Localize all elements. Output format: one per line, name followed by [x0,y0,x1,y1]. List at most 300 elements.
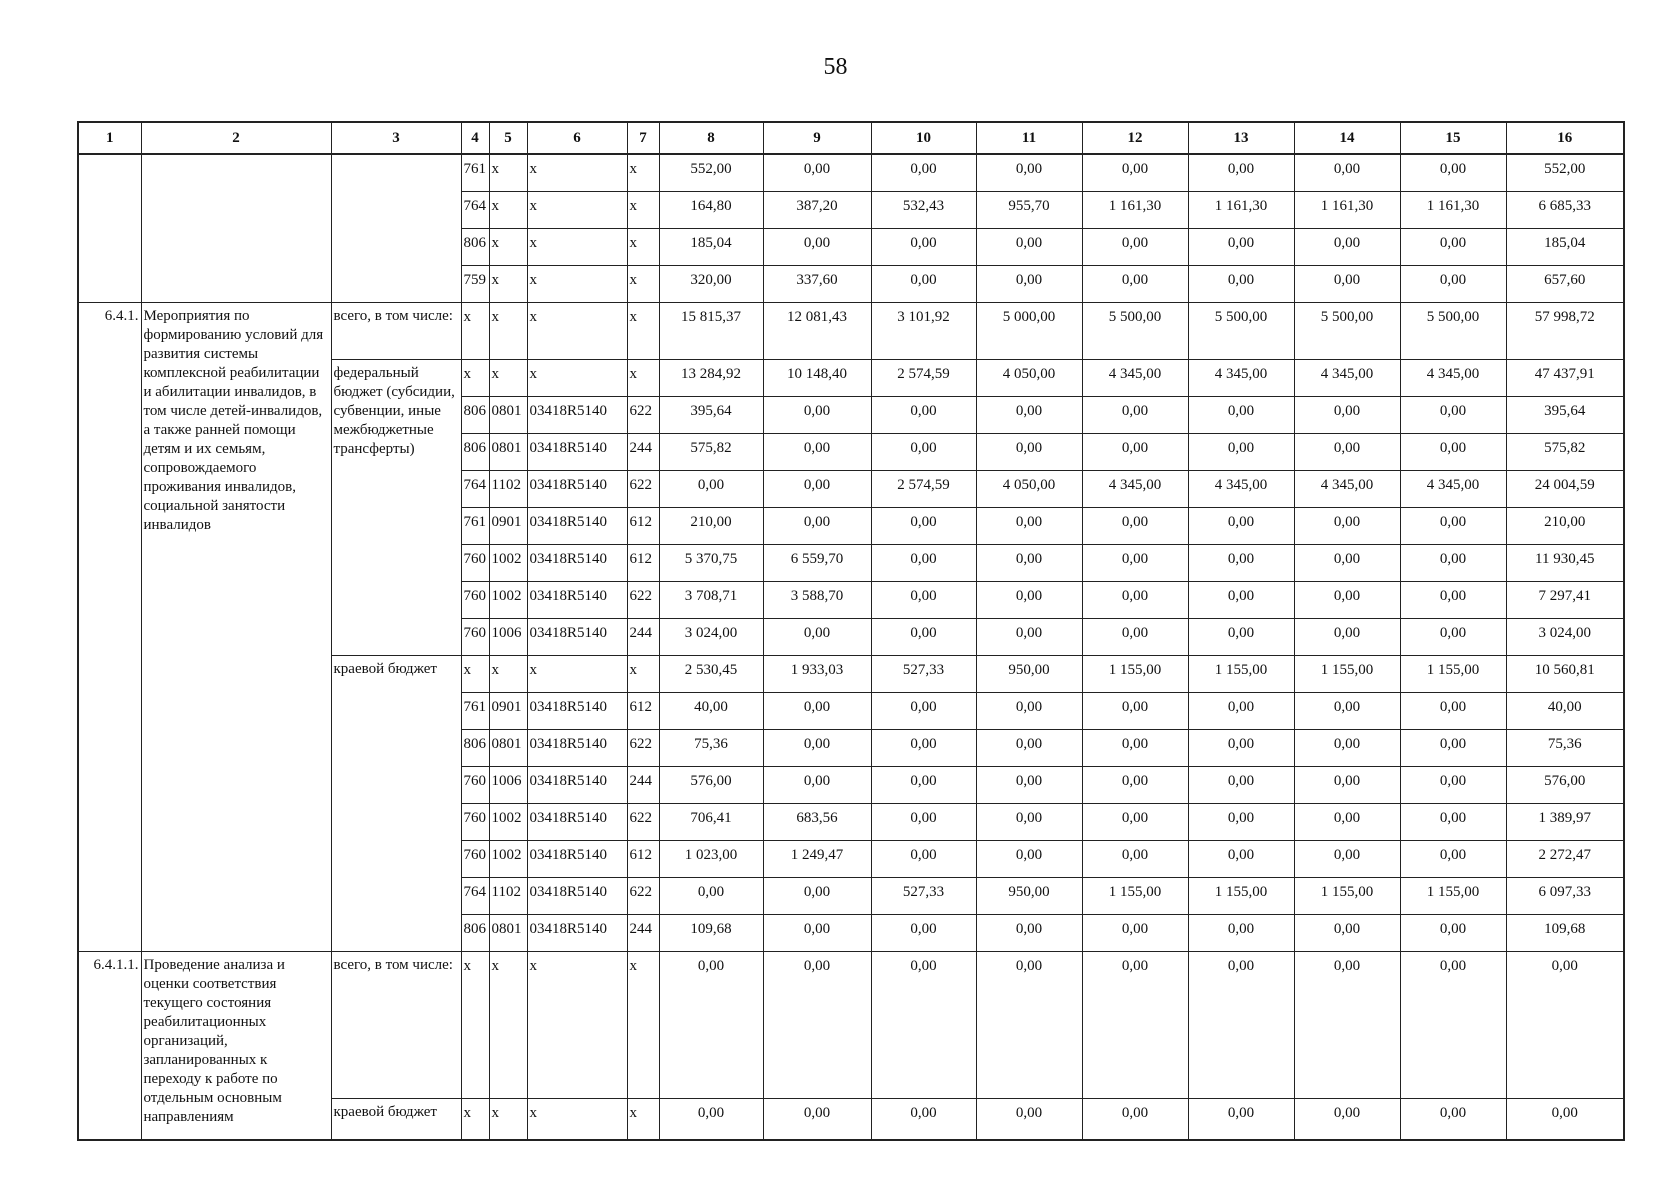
value-cell: 2 530,45 [659,656,763,693]
value-cell: 0,00 [976,619,1082,656]
code-cell-5: х [489,192,527,229]
value-cell: 0,00 [763,229,871,266]
value-cell: 0,00 [1400,582,1506,619]
value-cell: 0,00 [976,952,1082,1099]
value-cell: 210,00 [1506,508,1624,545]
code-cell-5: х [489,1099,527,1141]
value-cell: 0,00 [1294,767,1400,804]
value-cell: 0,00 [871,841,976,878]
value-cell: 0,00 [1400,508,1506,545]
row-number-cell: 6.4.1. [78,303,141,952]
value-cell: 0,00 [1294,730,1400,767]
code-cell-7: 244 [627,915,659,952]
value-cell: 0,00 [871,229,976,266]
code-cell-7: 612 [627,508,659,545]
value-cell: 10 560,81 [1506,656,1624,693]
header-cell: 14 [1294,122,1400,154]
value-cell: 0,00 [871,582,976,619]
code-cell-5: 1102 [489,878,527,915]
code-cell-6: 03418R5140 [527,804,627,841]
value-cell: 0,00 [1506,952,1624,1099]
code-cell-4: х [461,360,489,397]
budget-table [77,121,1625,1141]
code-cell-4: 760 [461,582,489,619]
value-cell: 1 161,30 [1082,192,1188,229]
code-cell-6: х [527,229,627,266]
value-cell: 0,00 [871,767,976,804]
value-cell: 0,00 [1294,154,1400,192]
value-cell: 5 500,00 [1188,303,1294,360]
value-cell: 0,00 [871,266,976,303]
measure-name-cell: Мероприятия по формированию условий для развития системы комплексной реабилитации и абилитации инвалидов, в том числе детей-инвалидов, а также ранней помощи детям и их семьям, сопровождаемого проживания инвалидов, социальной занятости инвалидов [141,303,331,952]
value-cell: 0,00 [1082,154,1188,192]
header-cell: 9 [763,122,871,154]
code-cell-7: х [627,192,659,229]
code-cell-4: 764 [461,471,489,508]
value-cell: 15 815,37 [659,303,763,360]
value-cell: 164,80 [659,192,763,229]
value-cell: 1 155,00 [1294,878,1400,915]
value-cell: 0,00 [976,693,1082,730]
code-cell-7: 622 [627,471,659,508]
value-cell: 4 345,00 [1294,360,1400,397]
value-cell: 4 345,00 [1188,360,1294,397]
code-cell-5: 1002 [489,841,527,878]
code-cell-6: 03418R5140 [527,619,627,656]
code-cell-7: 622 [627,397,659,434]
value-cell: 0,00 [659,878,763,915]
value-cell: 0,00 [1400,545,1506,582]
code-cell-7: 622 [627,804,659,841]
value-cell: 0,00 [1082,582,1188,619]
code-cell-5: 0801 [489,434,527,471]
header-cell: 7 [627,122,659,154]
code-cell-5: 1102 [489,471,527,508]
value-cell: 527,33 [871,878,976,915]
value-cell: 0,00 [1294,619,1400,656]
value-cell: 0,00 [1188,434,1294,471]
value-cell: 0,00 [976,229,1082,266]
table-row [78,952,1624,1099]
value-cell: 0,00 [976,508,1082,545]
value-cell: 0,00 [1082,767,1188,804]
value-cell: 0,00 [1294,545,1400,582]
code-cell-6: х [527,266,627,303]
value-cell: 40,00 [1506,693,1624,730]
value-cell: 320,00 [659,266,763,303]
value-cell: 0,00 [1082,434,1188,471]
value-cell: 395,64 [659,397,763,434]
header-cell: 10 [871,122,976,154]
value-cell: 0,00 [1082,545,1188,582]
code-cell-6: х [527,952,627,1099]
value-cell: 0,00 [1506,1099,1624,1141]
value-cell: 3 588,70 [763,582,871,619]
code-cell-5: 1006 [489,767,527,804]
value-cell: 4 345,00 [1400,471,1506,508]
code-cell-4: 760 [461,545,489,582]
value-cell: 683,56 [763,804,871,841]
value-cell: 0,00 [1082,730,1188,767]
header-cell: 15 [1400,122,1506,154]
code-cell-6: 03418R5140 [527,582,627,619]
header-cell: 2 [141,122,331,154]
code-cell-7: 622 [627,582,659,619]
value-cell: 0,00 [1400,804,1506,841]
code-cell-7: х [627,656,659,693]
value-cell: 1 161,30 [1188,192,1294,229]
value-cell: 0,00 [1188,545,1294,582]
value-cell: 0,00 [1188,229,1294,266]
value-cell: 0,00 [1188,915,1294,952]
value-cell: 0,00 [1188,1099,1294,1141]
code-cell-7: 244 [627,434,659,471]
value-cell: 0,00 [871,730,976,767]
value-cell: 1 155,00 [1400,656,1506,693]
value-cell: 0,00 [1188,693,1294,730]
value-cell: 4 345,00 [1188,471,1294,508]
value-cell: 0,00 [659,952,763,1099]
value-cell: 0,00 [1294,266,1400,303]
value-cell: 0,00 [976,915,1082,952]
value-cell: 0,00 [1082,266,1188,303]
value-cell: 0,00 [871,693,976,730]
code-cell-4: 761 [461,154,489,192]
header-cell: 5 [489,122,527,154]
value-cell: 5 500,00 [1294,303,1400,360]
value-cell: 706,41 [659,804,763,841]
value-cell: 0,00 [1400,434,1506,471]
row-number-cell [78,154,141,303]
code-cell-4: 806 [461,229,489,266]
value-cell: 0,00 [871,154,976,192]
code-cell-6: 03418R5140 [527,545,627,582]
value-cell: 210,00 [659,508,763,545]
value-cell: 75,36 [659,730,763,767]
header-cell: 11 [976,122,1082,154]
value-cell: 1 389,97 [1506,804,1624,841]
value-cell: 950,00 [976,656,1082,693]
value-cell: 0,00 [1082,1099,1188,1141]
value-cell: 6 685,33 [1506,192,1624,229]
source-cell: всего, в том числе: [331,303,461,360]
value-cell: 75,36 [1506,730,1624,767]
measure-name-cell: Проведение анализа и оценки соответствия текущего состояния реабилитационных организаций, запланированных к переходу к работе по отдельным основным направлениям [141,952,331,1141]
value-cell: 0,00 [1082,508,1188,545]
code-cell-4: 760 [461,767,489,804]
value-cell: 5 370,75 [659,545,763,582]
value-cell: 0,00 [763,154,871,192]
value-cell: 0,00 [1082,915,1188,952]
code-cell-5: 1002 [489,545,527,582]
value-cell: 0,00 [976,582,1082,619]
value-cell: 0,00 [1188,154,1294,192]
value-cell: 1 155,00 [1188,656,1294,693]
code-cell-7: х [627,1099,659,1141]
header-row [78,122,1624,154]
value-cell: 0,00 [871,508,976,545]
value-cell: 0,00 [763,434,871,471]
value-cell: 0,00 [871,397,976,434]
value-cell: 0,00 [763,693,871,730]
table-body [78,122,1624,1140]
code-cell-6: 03418R5140 [527,730,627,767]
value-cell: 532,43 [871,192,976,229]
value-cell: 1 155,00 [1082,656,1188,693]
code-cell-5: 0801 [489,397,527,434]
value-cell: 395,64 [1506,397,1624,434]
header-cell: 1 [78,122,141,154]
value-cell: 0,00 [763,471,871,508]
code-cell-4: 761 [461,508,489,545]
code-cell-7: 612 [627,841,659,878]
source-cell: краевой бюджет [331,656,461,952]
value-cell: 0,00 [976,730,1082,767]
code-cell-6: 03418R5140 [527,471,627,508]
code-cell-5: 0801 [489,915,527,952]
value-cell: 1 161,30 [1294,192,1400,229]
code-cell-4: 760 [461,619,489,656]
code-cell-5: 1002 [489,582,527,619]
value-cell: 0,00 [763,915,871,952]
code-cell-7: х [627,154,659,192]
code-cell-7: 244 [627,767,659,804]
value-cell: 0,00 [1188,266,1294,303]
header-cell: 12 [1082,122,1188,154]
code-cell-5: х [489,656,527,693]
value-cell: 0,00 [763,730,871,767]
value-cell: 0,00 [976,266,1082,303]
value-cell: 0,00 [1400,767,1506,804]
value-cell: 552,00 [1506,154,1624,192]
value-cell: 0,00 [976,767,1082,804]
value-cell: 337,60 [763,266,871,303]
value-cell: 4 345,00 [1294,471,1400,508]
measure-name-cell [141,154,331,303]
value-cell: 0,00 [1294,1099,1400,1141]
code-cell-4: 806 [461,397,489,434]
value-cell: 13 284,92 [659,360,763,397]
table-row [78,303,1624,360]
value-cell: 1 161,30 [1400,192,1506,229]
code-cell-7: 244 [627,619,659,656]
value-cell: 185,04 [659,229,763,266]
code-cell-5: х [489,266,527,303]
code-cell-5: х [489,229,527,266]
value-cell: 0,00 [976,1099,1082,1141]
code-cell-6: 03418R5140 [527,508,627,545]
value-cell: 1 155,00 [1082,878,1188,915]
value-cell: 0,00 [1082,619,1188,656]
code-cell-4: 760 [461,841,489,878]
value-cell: 0,00 [1294,915,1400,952]
code-cell-6: х [527,192,627,229]
value-cell: 1 933,03 [763,656,871,693]
value-cell: 5 000,00 [976,303,1082,360]
code-cell-4: 806 [461,434,489,471]
code-cell-4: 761 [461,693,489,730]
header-cell: 8 [659,122,763,154]
code-cell-4: х [461,952,489,1099]
value-cell: 1 023,00 [659,841,763,878]
value-cell: 0,00 [1400,915,1506,952]
code-cell-6: 03418R5140 [527,915,627,952]
value-cell: 575,82 [659,434,763,471]
code-cell-7: 622 [627,878,659,915]
code-cell-7: х [627,303,659,360]
value-cell: 24 004,59 [1506,471,1624,508]
value-cell: 4 050,00 [976,471,1082,508]
code-cell-4: х [461,656,489,693]
value-cell: 0,00 [871,545,976,582]
value-cell: 185,04 [1506,229,1624,266]
value-cell: 0,00 [1082,693,1188,730]
value-cell: 4 345,00 [1082,471,1188,508]
code-cell-4: 806 [461,915,489,952]
code-cell-7: х [627,266,659,303]
value-cell: 527,33 [871,656,976,693]
value-cell: 0,00 [763,1099,871,1141]
value-cell: 0,00 [763,952,871,1099]
code-cell-4: х [461,303,489,360]
value-cell: 0,00 [871,1099,976,1141]
value-cell: 3 024,00 [659,619,763,656]
value-cell: 10 148,40 [763,360,871,397]
value-cell: 0,00 [1294,952,1400,1099]
code-cell-6: 03418R5140 [527,878,627,915]
value-cell: 0,00 [871,619,976,656]
value-cell: 4 345,00 [1082,360,1188,397]
value-cell: 0,00 [1188,952,1294,1099]
value-cell: 0,00 [976,154,1082,192]
value-cell: 40,00 [659,693,763,730]
value-cell: 0,00 [1400,693,1506,730]
code-cell-7: х [627,229,659,266]
source-cell: всего, в том числе: [331,952,461,1099]
code-cell-7: 612 [627,693,659,730]
value-cell: 109,68 [659,915,763,952]
value-cell: 0,00 [763,878,871,915]
value-cell: 0,00 [976,804,1082,841]
code-cell-4: 806 [461,730,489,767]
code-cell-7: х [627,952,659,1099]
value-cell: 0,00 [1294,229,1400,266]
value-cell: 0,00 [1400,154,1506,192]
header-cell: 13 [1188,122,1294,154]
value-cell: 576,00 [1506,767,1624,804]
value-cell: 0,00 [1082,952,1188,1099]
code-cell-6: х [527,360,627,397]
value-cell: 0,00 [871,434,976,471]
header-cell: 6 [527,122,627,154]
value-cell: 0,00 [1188,619,1294,656]
value-cell: 0,00 [1188,841,1294,878]
value-cell: 0,00 [1400,619,1506,656]
value-cell: 0,00 [1294,434,1400,471]
code-cell-5: х [489,952,527,1099]
value-cell: 0,00 [659,471,763,508]
value-cell: 4 345,00 [1400,360,1506,397]
value-cell: 47 437,91 [1506,360,1624,397]
value-cell: 6 559,70 [763,545,871,582]
value-cell: 0,00 [1294,397,1400,434]
value-cell: 0,00 [976,434,1082,471]
value-cell: 6 097,33 [1506,878,1624,915]
value-cell: 2 574,59 [871,471,976,508]
code-cell-5: х [489,360,527,397]
value-cell: 657,60 [1506,266,1624,303]
code-cell-6: х [527,656,627,693]
value-cell: 0,00 [1082,229,1188,266]
code-cell-5: 0901 [489,508,527,545]
code-cell-5: 1006 [489,619,527,656]
value-cell: 0,00 [1400,841,1506,878]
source-cell: федеральный бюджет (субсидии, субвенции, иные межбюджетные трансферты) [331,360,461,656]
value-cell: 0,00 [1082,804,1188,841]
code-cell-6: 03418R5140 [527,434,627,471]
value-cell: 3 101,92 [871,303,976,360]
code-cell-6: х [527,303,627,360]
value-cell: 575,82 [1506,434,1624,471]
value-cell: 4 050,00 [976,360,1082,397]
value-cell: 3 708,71 [659,582,763,619]
code-cell-4: 764 [461,192,489,229]
source-cell [331,154,461,303]
value-cell: 0,00 [763,397,871,434]
value-cell: 11 930,45 [1506,545,1624,582]
value-cell: 3 024,00 [1506,619,1624,656]
value-cell: 0,00 [763,767,871,804]
value-cell: 0,00 [1400,730,1506,767]
code-cell-6: 03418R5140 [527,841,627,878]
code-cell-5: 0801 [489,730,527,767]
code-cell-4: 760 [461,804,489,841]
value-cell: 0,00 [976,545,1082,582]
value-cell: 1 249,47 [763,841,871,878]
value-cell: 5 500,00 [1400,303,1506,360]
value-cell: 0,00 [976,841,1082,878]
value-cell: 2 272,47 [1506,841,1624,878]
value-cell: 0,00 [1400,397,1506,434]
row-number-cell: 6.4.1.1. [78,952,141,1141]
code-cell-5: х [489,303,527,360]
value-cell: 12 081,43 [763,303,871,360]
code-cell-6: х [527,154,627,192]
code-cell-6: х [527,1099,627,1141]
code-cell-6: 03418R5140 [527,397,627,434]
value-cell: 0,00 [1188,397,1294,434]
code-cell-4: х [461,1099,489,1141]
code-cell-7: 612 [627,545,659,582]
value-cell: 7 297,41 [1506,582,1624,619]
page-number: 58 [823,54,848,80]
value-cell: 387,20 [763,192,871,229]
code-cell-6: 03418R5140 [527,767,627,804]
value-cell: 0,00 [871,915,976,952]
value-cell: 0,00 [1400,1099,1506,1141]
value-cell: 0,00 [871,804,976,841]
value-cell: 0,00 [1188,804,1294,841]
code-cell-7: 622 [627,730,659,767]
header-cell: 4 [461,122,489,154]
value-cell: 552,00 [659,154,763,192]
header-cell: 16 [1506,122,1624,154]
value-cell: 0,00 [1082,397,1188,434]
value-cell: 0,00 [1294,804,1400,841]
code-cell-5: х [489,154,527,192]
value-cell: 5 500,00 [1082,303,1188,360]
value-cell: 2 574,59 [871,360,976,397]
